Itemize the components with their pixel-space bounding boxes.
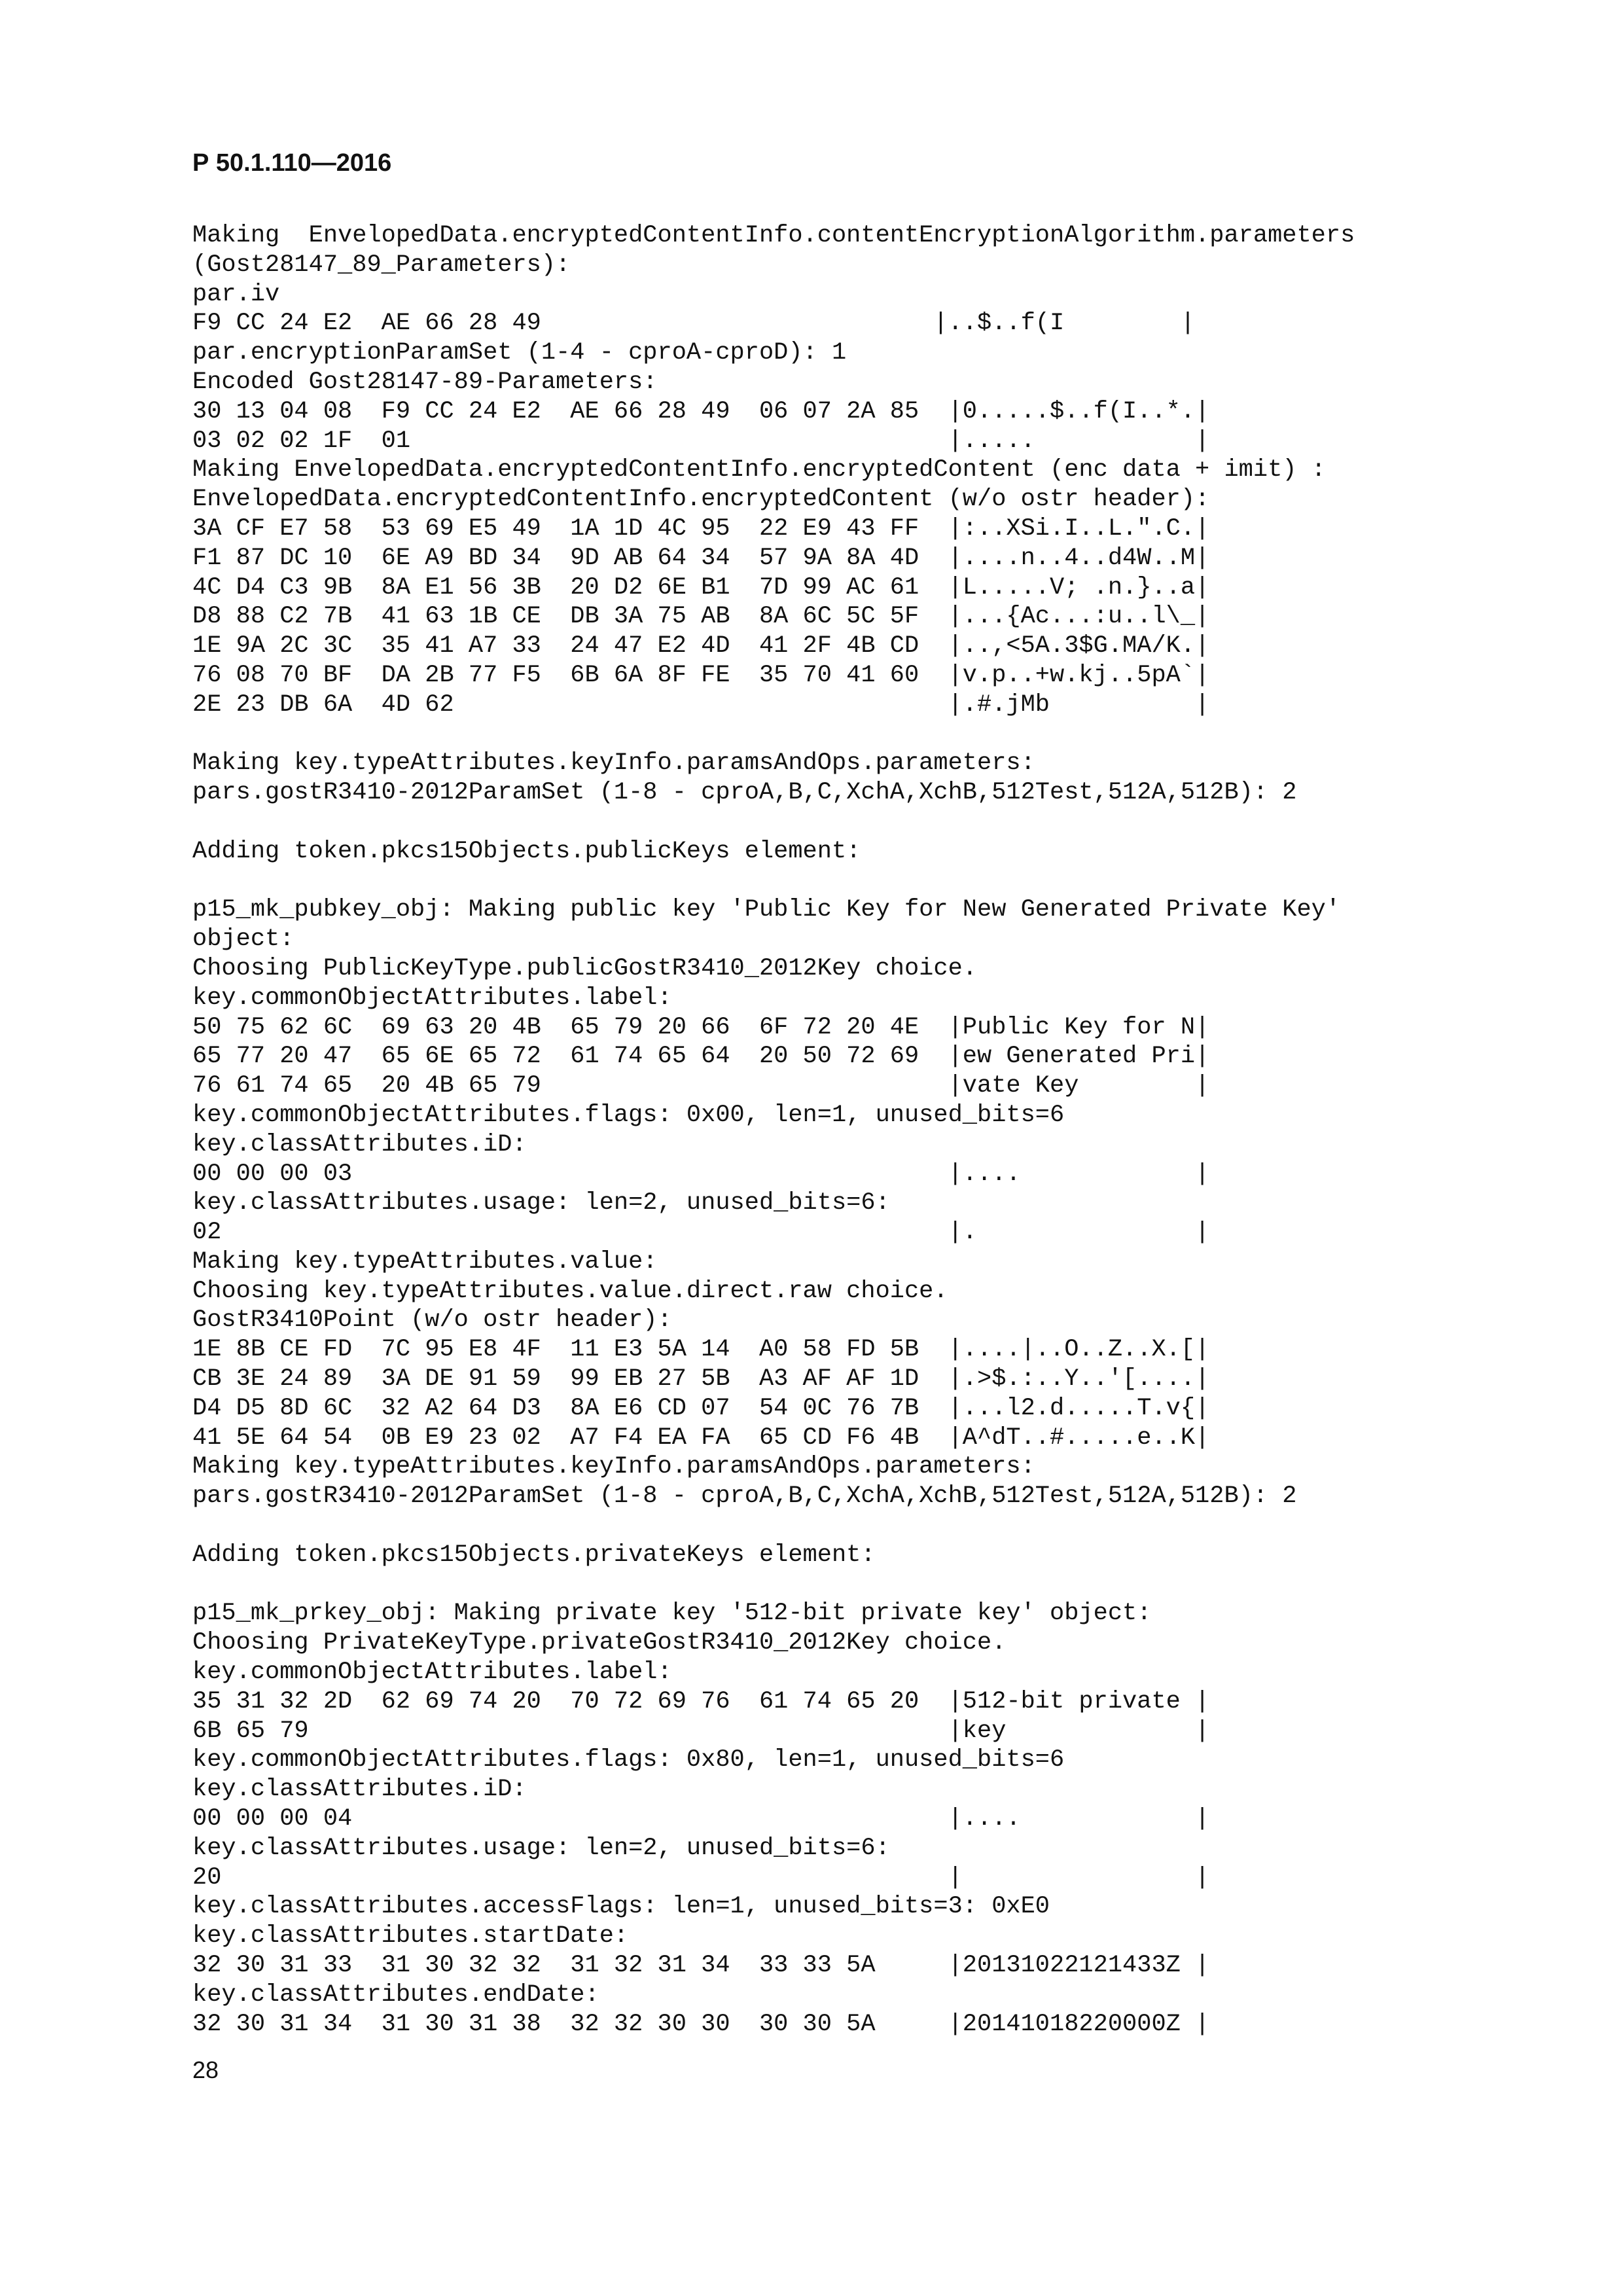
blank-line [192, 867, 1355, 896]
listing-line: object: [192, 925, 294, 954]
listing-line: key.classAttributes.iD: [192, 1776, 527, 1804]
listing-line: key.classAttributes.usage: len=2, unused_bits=6: [192, 1189, 890, 1217]
listing-line: 6B 65 79 |key | [192, 1717, 1210, 1745]
listing-line: 00 00 00 03 |.... | [192, 1160, 1210, 1188]
listing-line: key.classAttributes.startDate: [192, 1922, 629, 1950]
listing-line: 35 31 32 2D 62 69 74 20 70 72 69 76 61 74 65 20 |512-bit private | [192, 1687, 1210, 1715]
listing-line: Choosing PrivateKeyType.privateGostR3410_2012Key choice. [192, 1629, 1007, 1657]
listing-line: CB 3E 24 89 3A DE 91 59 99 EB 27 5B A3 AF AF 1D |.>$.:..Y..'[....| [192, 1365, 1210, 1393]
listing-line: 4C D4 C3 9B 8A E1 56 3B 20 D2 6E B1 7D 99 AC 61 |L.....V; .n.}..a| [192, 573, 1210, 601]
listing-line: 00 00 00 04 |.... | [192, 1805, 1210, 1833]
listing-line: F1 87 DC 10 6E A9 BD 34 9D AB 64 34 57 9A 8A 4D |....n..4..d4W..M| [192, 544, 1210, 572]
listing-line: Choosing key.typeAttributes.value.direct.raw choice. [192, 1277, 948, 1305]
listing-line: par.encryptionParamSet (1-4 - cproA-cproD): 1 [192, 339, 847, 367]
listing-line: 30 13 04 08 F9 CC 24 E2 AE 66 28 49 06 07 2A 85 |0.....$..f(I..*.| [192, 397, 1210, 425]
document-header: Р 50.1.110—2016 [192, 149, 392, 177]
listing-line: 1E 9A 2C 3C 35 41 A7 33 24 47 E2 4D 41 2F 4B CD |..,<5A.3$G.MA/K.| [192, 632, 1210, 660]
listing-line: D8 88 C2 7B 41 63 1B CE DB 3A 75 AB 8A 6C 5C 5F |...{Ac...:u..l\_| [192, 603, 1210, 631]
listing-line: 32 30 31 33 31 30 32 32 31 32 31 34 33 33 5A |20131022121433Z | [192, 1952, 1210, 1980]
listing-line: key.classAttributes.accessFlags: len=1, unused_bits=3: 0xE0 [192, 1893, 1050, 1921]
blank-line [192, 808, 1355, 837]
listing-line: 65 77 20 47 65 6E 65 72 61 74 65 64 20 50 72 69 |ew Generated Pri| [192, 1043, 1210, 1071]
listing-line: 76 61 74 65 20 4B 65 79 |vate Key | [192, 1072, 1210, 1100]
listing-line: Making key.typeAttributes.value: [192, 1247, 658, 1276]
listing-line: F9 CC 24 E2 AE 66 28 49 |..$..f(I | [192, 310, 1196, 338]
listing-line: p15_mk_pubkey_obj: Making public key 'Public Key for New Generated Private Key' [192, 896, 1341, 924]
listing-line: 1E 8B CE FD 7C 95 E8 4F 11 E3 5A 14 A0 58 FD 5B |....|..O..Z..X.[| [192, 1336, 1210, 1364]
listing-line: Making EnvelopedData.encryptedContentInfo.encryptedContent (enc data + imit) : [192, 456, 1326, 484]
listing-line: 03 02 02 1F 01 |..... | [192, 427, 1210, 455]
listing-line: 32 30 31 34 31 30 31 38 32 32 30 30 30 30 5A |20141018220000Z | [192, 2010, 1210, 2038]
listing-line: pars.gostR3410-2012ParamSet (1-8 - cproA,B,C,XchA,XchB,512Test,512A,512B): 2 [192, 779, 1297, 807]
listing-line: key.commonObjectAttributes.label: [192, 984, 672, 1012]
listing-line: key.classAttributes.endDate: [192, 1981, 599, 2009]
listing-line: GostR3410Point (w/o ostr header): [192, 1306, 672, 1335]
listing-line: Choosing PublicKeyType.publicGostR3410_2012Key choice. [192, 954, 977, 982]
listing-line: 3A CF E7 58 53 69 E5 49 1A 1D 4C 95 22 E9 43 FF |:..XSi.I..L.".C.| [192, 514, 1210, 543]
listing-line: pars.gostR3410-2012ParamSet (1-8 - cproA,B,C,XchA,XchB,512Test,512A,512B): 2 [192, 1482, 1297, 1511]
listing-line: Adding token.pkcs15Objects.privateKeys element: [192, 1541, 876, 1569]
listing-line: Making key.typeAttributes.keyInfo.paramsAndOps.parameters: [192, 749, 1035, 778]
blank-line [192, 1511, 1355, 1541]
listing-line: 76 08 70 BF DA 2B 77 F5 6B 6A 8F FE 35 70 41 60 |v.p..+w.kj..5pA`| [192, 661, 1210, 689]
listing-line: key.commonObjectAttributes.flags: 0x80, len=1, unused_bits=6 [192, 1746, 1065, 1774]
blank-line [192, 720, 1355, 749]
listing-line: Making EnvelopedData.encryptedContentInfo.contentEncryptionAlgorithm.parameters [192, 222, 1355, 249]
listing-line: Adding token.pkcs15Objects.publicKeys element: [192, 837, 861, 865]
listing-line: D4 D5 8D 6C 32 A2 64 D3 8A E6 CD 07 54 0C 76 7B |...l2.d.....T.v{| [192, 1394, 1210, 1422]
listing-line: 41 5E 64 54 0B E9 23 02 A7 F4 EA FA 65 CD F6 4B |A^dT..#.....e..K| [192, 1424, 1210, 1452]
listing-line: 02 |. | [192, 1219, 1210, 1247]
listing-line: key.classAttributes.iD: [192, 1130, 527, 1158]
listing-line: key.commonObjectAttributes.label: [192, 1659, 672, 1687]
listing-line: key.commonObjectAttributes.flags: 0x00, len=1, unused_bits=6 [192, 1101, 1065, 1129]
blank-line [192, 1570, 1355, 1600]
listing-line: p15_mk_prkey_obj: Making private key '512-bit private key' object: [192, 1600, 1152, 1628]
listing-line: Making key.typeAttributes.keyInfo.paramsAndOps.parameters: [192, 1453, 1035, 1481]
listing-line: key.classAttributes.usage: len=2, unused_bits=6: [192, 1834, 890, 1862]
code-listing [192, 221, 1355, 2039]
listing-line: 2E 23 DB 6A 4D 62 |.#.jMb | [192, 691, 1210, 719]
listing-line: 50 75 62 6C 69 63 20 4B 65 79 20 66 6F 72 20 4E |Public Key for N| [192, 1013, 1210, 1041]
listing-line: par.iv [192, 280, 280, 308]
listing-line: 20 | | [192, 1863, 1210, 1892]
listing-line: EnvelopedData.encryptedContentInfo.encryptedContent (w/o ostr header): [192, 486, 1210, 514]
listing-line: (Gost28147_89_Parameters): [192, 251, 571, 279]
listing-line: Encoded Gost28147-89-Parameters: [192, 368, 658, 396]
page-number: 28 [192, 2056, 219, 2083]
